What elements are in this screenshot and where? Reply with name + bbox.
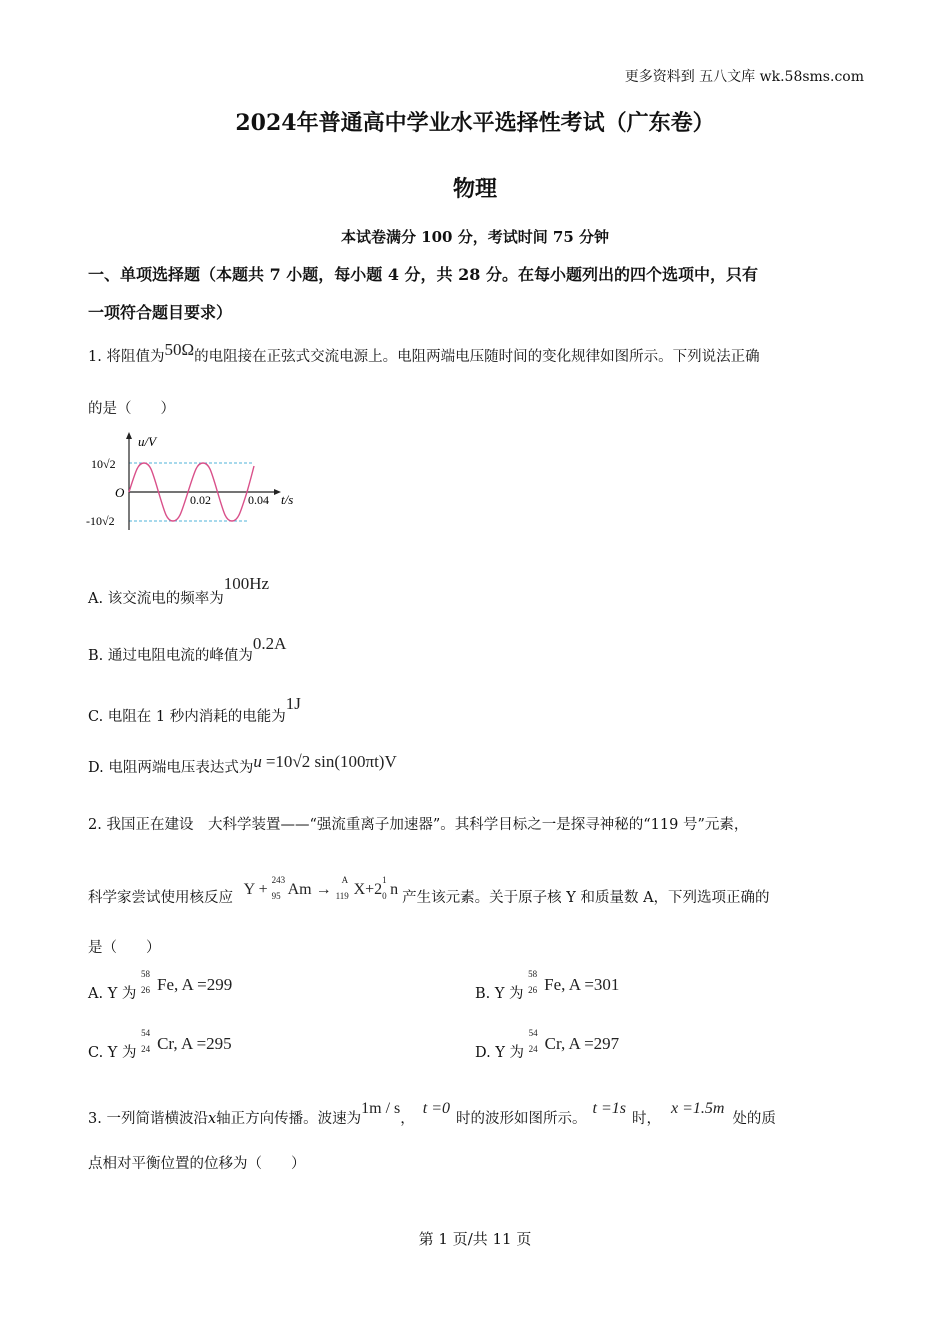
q2-line1: 2. 我国正在建设 大科学装置——“强流重离子加速器”。其科学目标之一是探寻神秘的“119 号”元素， (88, 817, 749, 833)
q1-line2: 的是（ ） (88, 401, 175, 417)
q3-part1: 3. 一列简谐横波沿 (88, 1111, 208, 1127)
option-d-math: =10√2 sin(100πt)V (265, 752, 397, 771)
q2-prefix: 科学家尝试使用核反应 (88, 890, 233, 906)
q2-b-value: Fe, A =301 (544, 975, 620, 994)
q1-option-b (88, 634, 286, 665)
option-b-text: B. 通过电阻电流的峰值为 (88, 648, 253, 664)
q3-line1 (88, 1100, 776, 1128)
graph-tick-002: 0.02 (190, 493, 211, 507)
graph-trough-label: -10√2 (86, 514, 115, 528)
q2-suffix: 产生该元素。关于原子核 Y 和质量数 A，下列选项正确的 (402, 890, 770, 906)
q2-b-nuclide (528, 969, 620, 995)
q2-option-b (475, 969, 620, 1003)
option-a-math: 100Hz (223, 574, 270, 593)
option-d-text: D. 电阻两端电压表达式为 (88, 760, 254, 776)
am-number: 95 (271, 891, 281, 901)
nuclide-n (382, 875, 399, 901)
q2-reaction (243, 875, 403, 901)
graph-x-arrow (274, 489, 281, 495)
q1-line1 (88, 340, 760, 366)
q2-d-value: Cr, A =297 (544, 1034, 620, 1053)
exam-title: 2024年普通高中学业水平选择性考试（广东卷） (235, 110, 715, 136)
q2-option-a (88, 969, 233, 1003)
am-symbol: Am → (287, 881, 332, 898)
q3-speed: 1m / s (361, 1100, 401, 1117)
q2-d-math (528, 1028, 620, 1054)
q2-a-number: 26 (140, 985, 150, 995)
q1-option-d (88, 752, 397, 777)
q1-option-a (88, 574, 269, 608)
q2-line2 (88, 875, 770, 907)
q2-d-nuclide (528, 1028, 620, 1054)
x-number: 119 (335, 891, 349, 901)
q2-d-text: D. Y 为 (475, 1045, 525, 1061)
q2-d-number: 24 (528, 1044, 538, 1054)
q2-option-c (88, 1028, 232, 1062)
q2-b-mass: 58 (528, 969, 538, 979)
q2-b-number: 26 (528, 985, 538, 995)
n-symbol: n (390, 881, 399, 898)
am-mass: 243 (271, 875, 286, 885)
option-a-text: A. 该交流电的频率为 (88, 591, 224, 607)
q2-c-nuclide (141, 1028, 232, 1054)
x-symbol: X+2 (353, 881, 383, 898)
nuclide-am (271, 875, 332, 901)
graph-tick-004: 0.04 (248, 493, 269, 507)
q3-part3: 时的波形如图所示。 (456, 1111, 587, 1127)
nuclide-x (335, 875, 383, 901)
graph-origin: O (115, 485, 125, 500)
q3-x: x (207, 1111, 217, 1127)
q2-b-math (528, 969, 620, 995)
q3-comma: ， (400, 1111, 415, 1127)
section-heading-line2: 一项符合题目要求） (88, 303, 233, 322)
n-mass: 1 (382, 875, 387, 885)
q2-line3: 是（ ） (88, 940, 161, 956)
option-b-math: 0.2A (252, 634, 287, 653)
x-mass: A (341, 875, 349, 885)
q1-resistance: 50Ω (164, 340, 195, 359)
graph-y-arrow (126, 432, 132, 439)
q2-a-text: A. Y 为 (88, 986, 137, 1002)
exam-info: 本试卷满分 100 分，考试时间 75 分钟 (340, 228, 610, 246)
q2-c-mass: 54 (141, 1028, 151, 1038)
graph-x-label: t/s (281, 492, 294, 507)
source-header: 更多资料到 五八文库 wk.58sms.com (624, 69, 864, 85)
q2-d-mass: 54 (528, 1028, 538, 1038)
q3-t0: t =0 (422, 1100, 451, 1117)
reaction-y: Y + (243, 881, 268, 898)
q2-c-text: C. Y 为 (88, 1045, 137, 1061)
option-d-u: u (253, 752, 262, 771)
q2-a-value: Fe, A =299 (156, 975, 233, 994)
q2-c-math (141, 1028, 232, 1054)
q2-a-mass: 58 (140, 969, 150, 979)
graph-peak-label: 10√2 (91, 457, 116, 471)
q3-line2: 点相对平衡位置的位移为（ ） (88, 1156, 306, 1172)
q1-prefix: 1. 将阻值为 (88, 349, 165, 365)
q3-part5: 处的质 (732, 1111, 776, 1127)
q1-option-c (88, 694, 301, 726)
option-c-text: C. 电阻在 1 秒内消耗的电能为 (88, 709, 286, 725)
q3-t1: t =1s (592, 1100, 626, 1117)
q2-option-d (475, 1028, 620, 1062)
section-heading-line1: 一、单项选择题（本题共 7 小题，每小题 4 分，共 28 分。在每小题列出的四个选项中，只有 (88, 265, 758, 284)
q3-x1: x =1.5m (670, 1100, 725, 1117)
n-number: 0 (382, 891, 387, 901)
q2-b-text: B. Y 为 (475, 986, 524, 1002)
q2-c-value: Cr, A =295 (157, 1034, 232, 1053)
q3-part4: 时， (631, 1111, 661, 1127)
q2-c-number: 24 (141, 1044, 151, 1054)
subject-title: 物理 (452, 176, 497, 202)
graph-y-label: u/V (138, 434, 157, 449)
q1-voltage-graph (86, 430, 306, 534)
q2-a-math (140, 969, 233, 995)
q3-part2: 轴正方向传播。波速为 (216, 1111, 362, 1127)
q1-rest: 的电阻接在正弦式交流电源上。电阻两端电压随时间的变化规律如图所示。下列说法正确 (194, 349, 760, 365)
page-footer: 第 1 页/共 11 页 (418, 1230, 532, 1248)
q2-a-nuclide (140, 969, 233, 995)
option-c-math: 1J (285, 694, 301, 713)
